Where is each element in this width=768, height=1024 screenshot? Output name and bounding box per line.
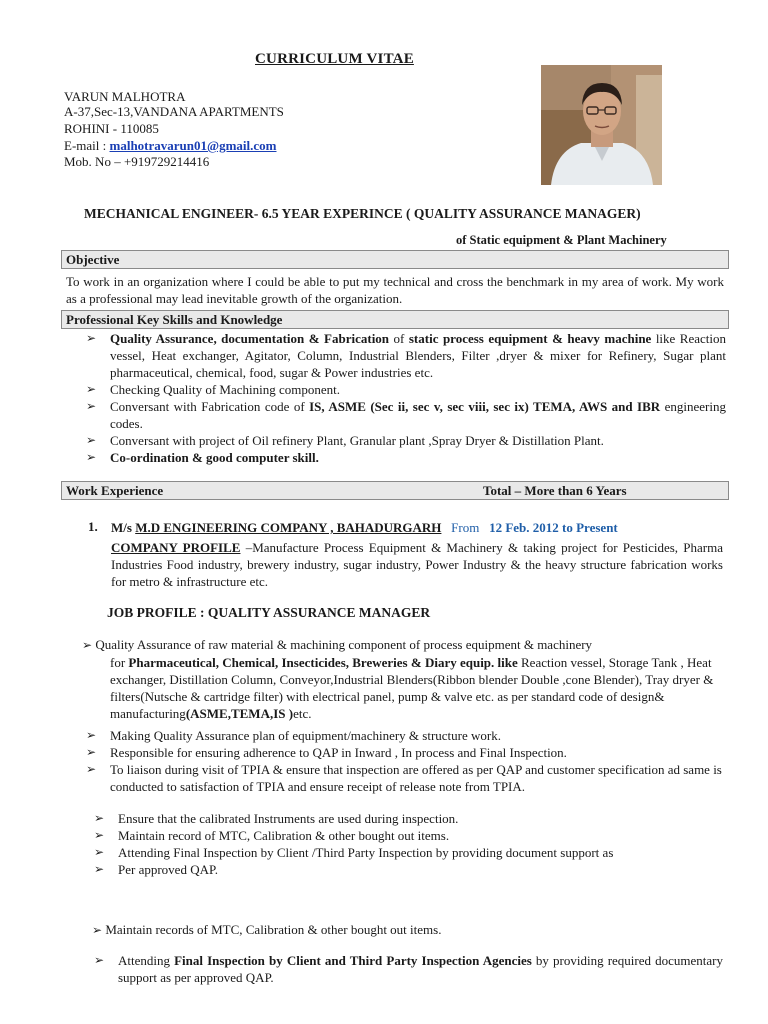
company-number: 1. bbox=[88, 519, 98, 534]
profile-photo bbox=[541, 65, 662, 185]
arrow-bullet-icon: ➢ bbox=[94, 828, 105, 842]
document-title: CURRICULUM VITAE bbox=[255, 51, 414, 67]
arrow-bullet-icon: ➢ bbox=[82, 638, 93, 652]
list-item: ➢ Attending Final Inspection by Client /Third Party Inspection by providing document support as bbox=[94, 845, 614, 860]
address-line-2: ROHINI - 110085 bbox=[64, 121, 159, 136]
candidate-name: VARUN MALHOTRA bbox=[64, 89, 186, 104]
skills-heading: Professional Key Skills and Knowledge bbox=[61, 310, 729, 329]
headline-subtitle: of Static equipment & Plant Machinery bbox=[456, 233, 667, 247]
qa-summary: ➢ Quality Assurance of raw material & machining component of process equipment & machinery for Pharmaceutical, Chemical, Insecticides, Breweries & Diary equip. like Reaction vessel, Storage Tank , Heat exchanger, Distillation Column, Conveyor,Industrial Blenders(Ribbon blender Double ,cone Blender), Tray dryer & filters(Nutsche & cartridge filter) with electrical panel, pump & valve etc. as per standard code of design& manufacturing(ASME,TEMA,IS )etc. bbox=[82, 637, 714, 721]
arrow-bullet-icon: ➢ bbox=[94, 811, 105, 825]
list-item: ➢ Conversant with Fabrication code of IS, ASME (Sec ii, sec v, sec viii, sec ix) TEMA, AWS and IBR engineering codes. bbox=[86, 399, 726, 431]
job-profile-heading: JOB PROFILE : QUALITY ASSURANCE MANAGER bbox=[107, 605, 431, 620]
total-experience: Total – More than 6 Years bbox=[483, 483, 627, 498]
employment-dates: 12 Feb. 2012 to Present bbox=[489, 520, 618, 535]
list-item: ➢ To liaison during visit of TPIA & ensure that inspection are offered as per QAP and customer specification ad same is conducted to satisfaction of TPIA and ensure receipt of release note from TPIA. bbox=[86, 762, 722, 794]
headline-title: MECHANICAL ENGINEER- 6.5 YEAR EXPERINCE ( QUALITY ASSURANCE MANAGER) bbox=[84, 206, 641, 221]
arrow-bullet-icon: ➢ bbox=[86, 433, 97, 447]
arrow-bullet-icon: ➢ bbox=[94, 862, 105, 876]
arrow-bullet-icon: ➢ bbox=[94, 953, 105, 967]
company-profile: COMPANY PROFILE –Manufacture Process Equipment & Machinery & taking project for Pesticides, Pharma Industries Food industry, brewery industry, sugar industry, Power Industry & the heavy structure fabrication works for metro & infrastructure etc. bbox=[111, 540, 723, 589]
company-name: M.D ENGINEERING COMPANY , BAHADURGARH bbox=[135, 520, 442, 535]
list-item: ➢ Maintain record of MTC, Calibration & other bought out items. bbox=[94, 828, 450, 843]
objective-text: To work in an organization where I could be able to put my technical and cross the benchmark in my area of work. My work as a professional may lead inevitable growth of the organization. bbox=[66, 274, 724, 306]
list-item: ➢ Responsible for ensuring adherence to QAP in Inward , In process and Final Inspection. bbox=[86, 745, 567, 760]
list-item: ➢ Attending Final Inspection by Client and Third Party Inspection Agencies by providing required documentary support as per approved QAP. bbox=[94, 953, 723, 985]
arrow-bullet-icon: ➢ bbox=[86, 331, 97, 345]
skills-list bbox=[86, 330, 726, 466]
arrow-bullet-icon: ➢ bbox=[92, 923, 103, 937]
list-item: ➢ Making Quality Assurance plan of equipment/machinery & structure work. bbox=[86, 728, 501, 743]
list-item: ➢ Per approved QAP. bbox=[94, 862, 219, 877]
list-item: ➢ Ensure that the calibrated Instruments are used during inspection. bbox=[94, 811, 459, 826]
list-item: ➢ Quality Assurance, documentation & Fabrication of static process equipment & heavy machine like Reaction vessel, Heat exchanger, Agitator, Column, Industrial Blenders, Filter ,dryer & mixer for Refinery, Sugar plant pharmaceutical, chemical, food, sugar & Power industries etc. bbox=[86, 331, 727, 380]
email-line bbox=[64, 137, 277, 154]
work-experience-heading: Work Experience Total – More than 6 Years bbox=[61, 481, 729, 500]
list-item: ➢ Co-ordination & good computer skill. bbox=[86, 450, 319, 465]
arrow-bullet-icon: ➢ bbox=[86, 745, 97, 759]
arrow-bullet-icon: ➢ bbox=[94, 845, 105, 859]
from-label: From bbox=[451, 520, 480, 535]
duties-list bbox=[86, 727, 722, 795]
duties-list-2 bbox=[94, 810, 724, 878]
email-link[interactable]: malhotravarun01@gmail.com bbox=[109, 138, 277, 153]
arrow-bullet-icon: ➢ bbox=[86, 762, 97, 776]
mtc-records: ➢ Maintain records of MTC, Calibration & other bought out items. bbox=[92, 922, 442, 937]
mobile-number: Mob. No – +919729214416 bbox=[64, 154, 210, 169]
company-line: M/s M.D ENGINEERING COMPANY , BAHADURGARH From 12 Feb. 2012 to Present bbox=[111, 520, 618, 535]
email-label: E-mail : bbox=[64, 138, 107, 153]
arrow-bullet-icon: ➢ bbox=[86, 382, 97, 396]
list-item: ➢ Conversant with project of Oil refinery Plant, Granular plant ,Spray Dryer & Distillation Plant. bbox=[86, 433, 604, 448]
list-item: ➢ Checking Quality of Machining component. bbox=[86, 382, 340, 397]
arrow-bullet-icon: ➢ bbox=[86, 399, 97, 413]
final-inspection-list bbox=[94, 952, 723, 986]
address-line-1: A-37,Sec-13,VANDANA APARTMENTS bbox=[64, 104, 284, 119]
arrow-bullet-icon: ➢ bbox=[86, 450, 97, 464]
arrow-bullet-icon: ➢ bbox=[86, 728, 97, 742]
objective-heading: Objective bbox=[61, 250, 729, 269]
